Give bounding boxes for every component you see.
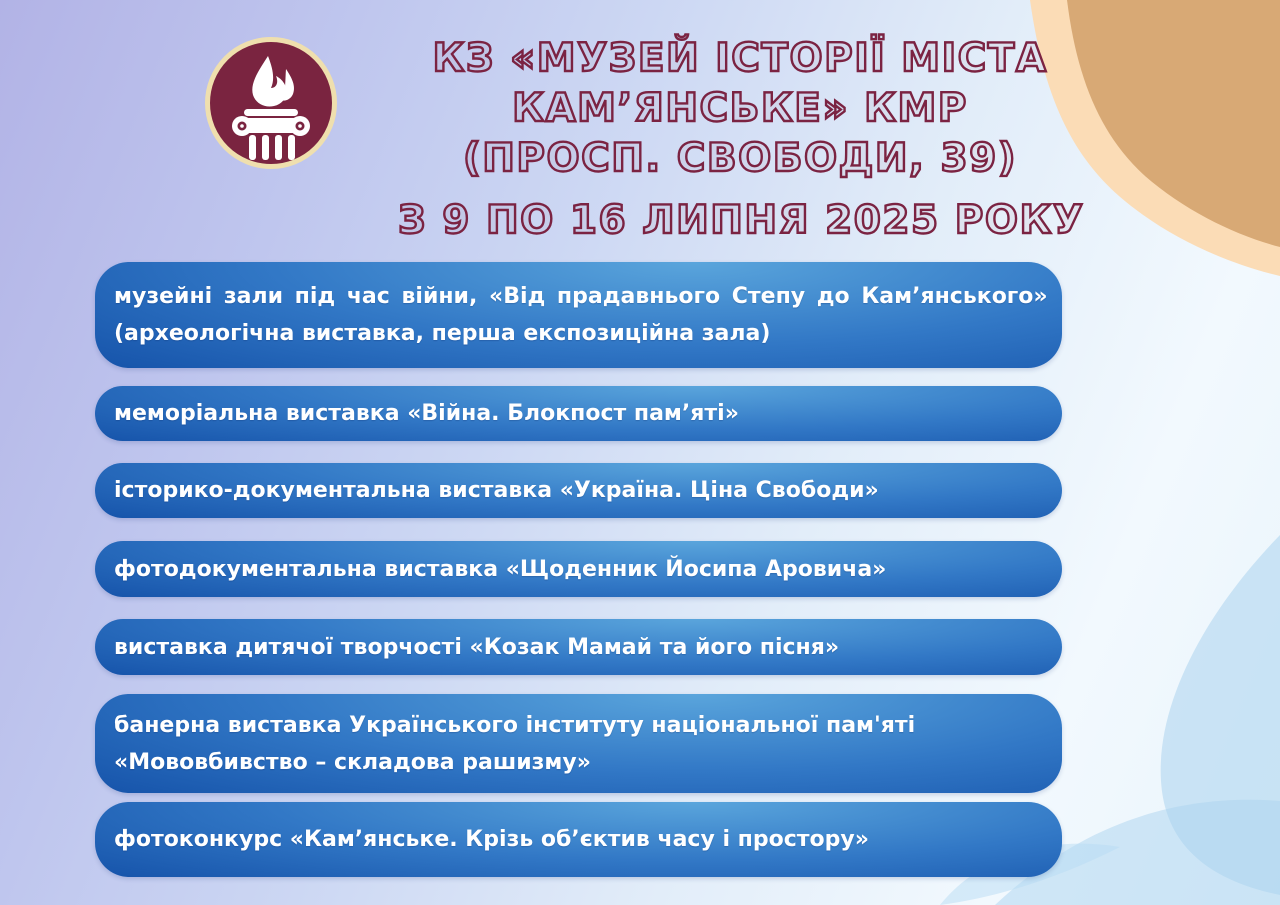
banner-text: історико-документальна виставка «Україна. Ціна Свободи» bbox=[114, 478, 879, 503]
banner-text: виставка дитячої творчості «Козак Мамай та його пісня» bbox=[114, 634, 840, 660]
title-line-2: КАМ’ЯНСЬКЕ» КМР bbox=[512, 86, 968, 131]
banner-text: (археологічна виставка, перша експозиційна зала) bbox=[114, 321, 771, 346]
exhibition-banner-6 bbox=[95, 694, 1062, 793]
banner-text: музейні зали під час війни, «Від прадавнього Степу до Кам’янського» bbox=[114, 284, 1048, 309]
exhibition-banner-4 bbox=[95, 541, 1062, 597]
banner-text: фотоконкурс «Кам’янське. Крізь об’єктив часу і простору» bbox=[114, 827, 869, 852]
banner-text: фотодокументальна виставка «Щоденник Йосипа Аровича» bbox=[114, 556, 887, 582]
date-line: З 9 ПО 16 ЛИПНЯ 2025 РОКУ bbox=[398, 198, 1085, 243]
exhibition-banner-5 bbox=[95, 619, 1062, 675]
exhibition-banner-3 bbox=[95, 463, 1062, 518]
exhibition-banner-7 bbox=[95, 802, 1062, 877]
exhibition-banner-2 bbox=[95, 386, 1062, 441]
title-line-3: (ПРОСП. СВОБОДИ, 39) bbox=[462, 136, 1018, 181]
banner-text: меморіальна виставка «Війна. Блокпост пам’яті» bbox=[114, 401, 739, 426]
exhibition-banner-list bbox=[95, 0, 1062, 905]
title-line-1: КЗ «МУЗЕЙ ІСТОРІЇ МІСТА bbox=[432, 36, 1048, 81]
banner-text: банерна виставка Українського інституту національної пам'яті bbox=[114, 712, 916, 738]
exhibition-banner-1 bbox=[95, 262, 1062, 368]
banner-text: «Мововбивство – складова рашизму» bbox=[114, 749, 591, 775]
